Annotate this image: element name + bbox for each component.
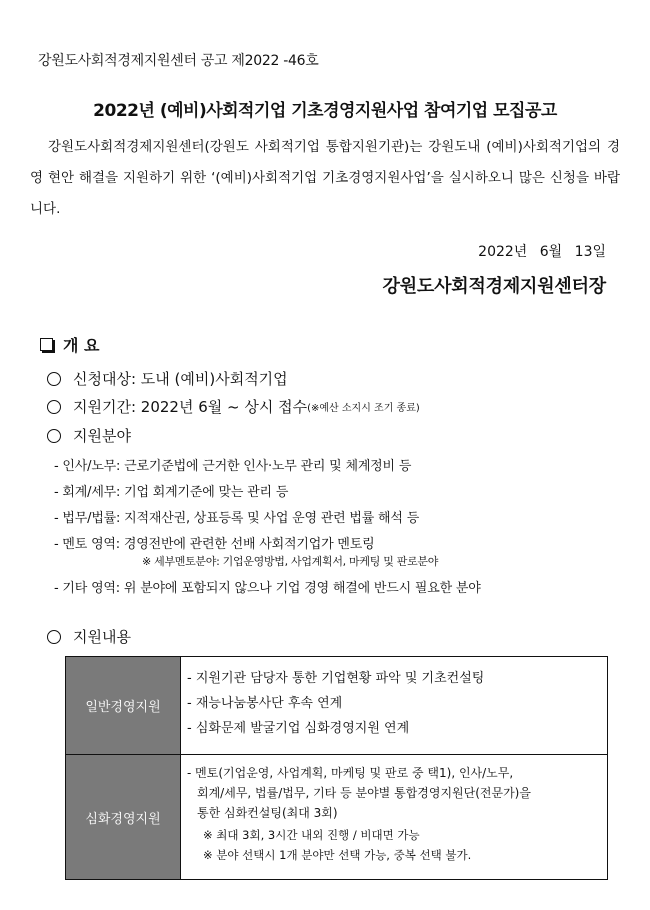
content-heading-text: 지원내용 — [73, 628, 131, 646]
field-item: - 회계/세무: 기업 회계기준에 맞는 관리 등 — [54, 485, 289, 500]
advanced-support-cell — [181, 755, 608, 880]
target-row — [47, 368, 288, 389]
circle-bullet-icon — [47, 630, 61, 644]
overview-heading — [40, 333, 99, 356]
fields-heading-text: 지원분야 — [73, 427, 131, 445]
note-item: ※ 분야 선택시 1개 분야만 선택 가능, 중복 선택 불가. — [203, 848, 472, 862]
content-heading-row — [47, 626, 131, 647]
list-item: - 지원기관 담당자 통한 기업현황 파악 및 기초컨설팅 — [187, 671, 485, 686]
intro-paragraph — [30, 132, 620, 225]
field-item: - 멘토 영역: 경영전반에 관련한 선배 사회적기업가 멘토링 — [54, 537, 375, 552]
list-item: - 재능나눔봉사단 후속 연계 — [187, 696, 343, 711]
mentor-subnote: ※ 세부멘토분야: 기업운영방법, 사업계획서, 마케팅 및 판로분야 — [142, 555, 439, 568]
announcement-date: 2022년 6월 13일 — [478, 244, 606, 260]
fields-heading-row — [47, 425, 131, 446]
list-item: - 멘토(기업운영, 사업계획, 마케팅 및 판로 중 택1), 인사/노무, — [187, 766, 514, 780]
notice-number: 강원도사회적경제지원센터 공고 제2022 -46호 — [38, 53, 319, 69]
general-support-label: 일반경영지원 — [66, 657, 181, 755]
circle-bullet-icon — [47, 372, 61, 386]
field-item: - 법무/법률: 지적재산권, 상표등록 및 사업 운영 관련 법률 해석 등 — [54, 511, 420, 526]
general-support-cell — [181, 657, 608, 755]
period-row — [47, 396, 420, 417]
intro-text: 강원도사회적경제지원센터(강원도 사회적기업 통합지원기관)는 강원도내 (예비)사회적기업의 경영 현안 해결을 지원하기 위한 ‘(예비)사회적기업 기초경영지원사업’을 실시하오니 많은 신청을 바랍니다. — [30, 139, 620, 217]
advanced-support-label: 심화경영지원 — [66, 755, 181, 880]
table-row — [66, 755, 608, 880]
signer-name: 강원도사회적경제지원센터장 — [382, 276, 606, 297]
table-row — [66, 657, 608, 755]
target-text: 신청대상: 도내 (예비)사회적기업 — [73, 370, 288, 388]
period-text: 지원기간: 2022년 6월 ~ 상시 접수 — [73, 398, 308, 416]
field-item: - 인사/노무: 근로기준법에 근거한 인사·노무 관리 및 체계정비 등 — [54, 459, 412, 474]
overview-heading-text: 개 요 — [63, 336, 100, 355]
square-bullet-icon — [40, 338, 53, 351]
list-item: - 심화문제 발굴기업 심화경영지원 연계 — [187, 721, 410, 736]
period-note: (※예산 소지시 조기 종료) — [307, 403, 420, 414]
field-item: - 기타 영역: 위 분야에 포함되지 않으나 기업 경영 해결에 반드시 필요한 분야 — [54, 581, 481, 596]
list-item: 통한 심화컨설팅(최대 3회) — [197, 806, 338, 820]
page-title: 2022년 (예비)사회적기업 기초경영지원사업 참여기업 모집공고 — [93, 101, 557, 121]
circle-bullet-icon — [47, 400, 61, 414]
support-content-table — [65, 656, 608, 880]
note-item: ※ 최대 3회, 3시간 내외 진행 / 비대면 가능 — [203, 828, 420, 842]
list-item: 회계/세무, 법률/법무, 기타 등 분야별 통합경영지원단(전문가)을 — [197, 786, 531, 800]
circle-bullet-icon — [47, 429, 61, 443]
